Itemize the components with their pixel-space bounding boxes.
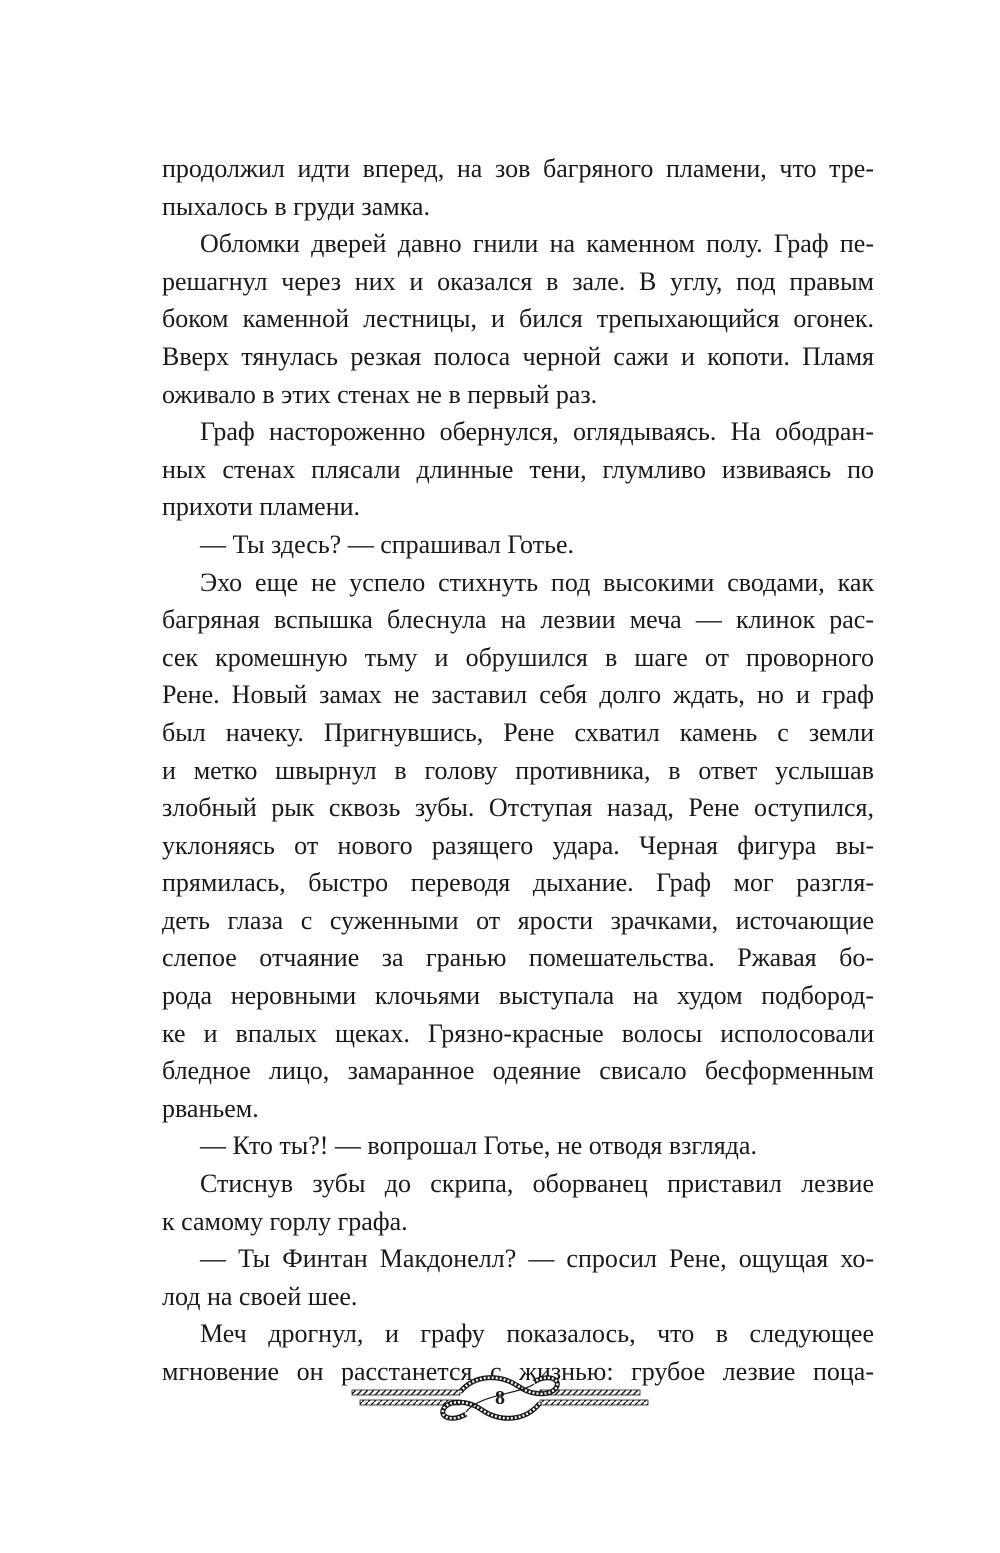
text-line: пыхалось в груди замка. — [162, 191, 430, 221]
text-line: — Ты Финтан Макдонелл? — спросил Рене, ощущая хо- — [200, 1244, 874, 1274]
text-line: оживало в этих стенах не в первый раз. — [162, 379, 598, 409]
text-line: уклоняясь от нового разящего удара. Черная фигура вы- — [162, 830, 874, 860]
text-line: сек кромешную тьму и обрушился в шаге от проворного — [162, 642, 874, 672]
text-line: Обломки дверей давно гнили на каменном полу. Граф пе- — [200, 229, 874, 259]
text-line: злобный рык сквозь зубы. Отступая назад, Рене оступился, — [162, 793, 874, 823]
text-line: рода неровными клочьями выступала на худом подбород- — [162, 981, 874, 1011]
text-line: решагнул через них и оказался в зале. В углу, под правым — [162, 266, 874, 296]
text-line: прихоти пламени. — [162, 492, 361, 522]
text-line: к самому горлу графа. — [162, 1206, 408, 1236]
text-line: боком каменной лестницы, и бился трепыхающийся огонек. — [162, 304, 874, 334]
text-line: Меч дрогнул, и графу показалось, что в следующее — [200, 1319, 874, 1349]
text-line: ных стенах плясали длинные тени, глумливо извиваясь по — [162, 454, 874, 484]
text-line: слепое отчаяние за гранью помешательства. Ржавая бо- — [162, 943, 874, 973]
text-line: Рене. Новый замах не заставил себя долго ждать, но и граф — [162, 680, 874, 710]
text-line: Граф настороженно обернулся, оглядываясь. На ободран- — [200, 417, 874, 447]
text-line: прямилась, быстро переводя дыхание. Граф мог разгля- — [162, 868, 874, 898]
text-line: багряная вспышка блеснула на лезвии меча — клинок рас- — [162, 605, 874, 635]
text-line: — Кто ты?! — вопрошал Готье, не отводя взгляда. — [200, 1131, 757, 1161]
text-line: продолжил идти вперед, на зов багряного пламени, что тре- — [162, 154, 874, 183]
text-line: мгновение он расстанется с жизнью: грубое лезвие поца- — [162, 1357, 874, 1386]
text-line: был начеку. Пригнувшись, Рене схватил камень с земли — [162, 717, 874, 747]
text-line: бледное лицо, замаранное одеяние свисало бесформенным — [162, 1056, 874, 1086]
text-line: ке и впалых щеках. Грязно-красные волосы исполосовали — [162, 1018, 874, 1048]
text-line: Стиснув зубы до скрипа, оборванец приставил лезвие — [200, 1169, 874, 1199]
text-line: Эхо еще не успело стихнуть под высокими сводами, как — [200, 567, 874, 597]
text-line: и метко швырнул в голову противника, в ответ услышав — [162, 755, 874, 785]
text-line: деть глаза с суженными от ярости зрачками, источающие — [162, 905, 874, 935]
text-line: — Ты здесь? — спрашивал Готье. — [200, 529, 574, 559]
page-footer — [350, 1372, 650, 1424]
text-line: рваньем. — [162, 1093, 259, 1123]
page-number: 8 — [495, 1387, 505, 1409]
text-line: Вверх тянулась резкая полоса черной сажи и копоти. Пламя — [162, 341, 874, 371]
page-body-text — [162, 150, 874, 1391]
text-line: лод на своей шее. — [162, 1281, 358, 1311]
